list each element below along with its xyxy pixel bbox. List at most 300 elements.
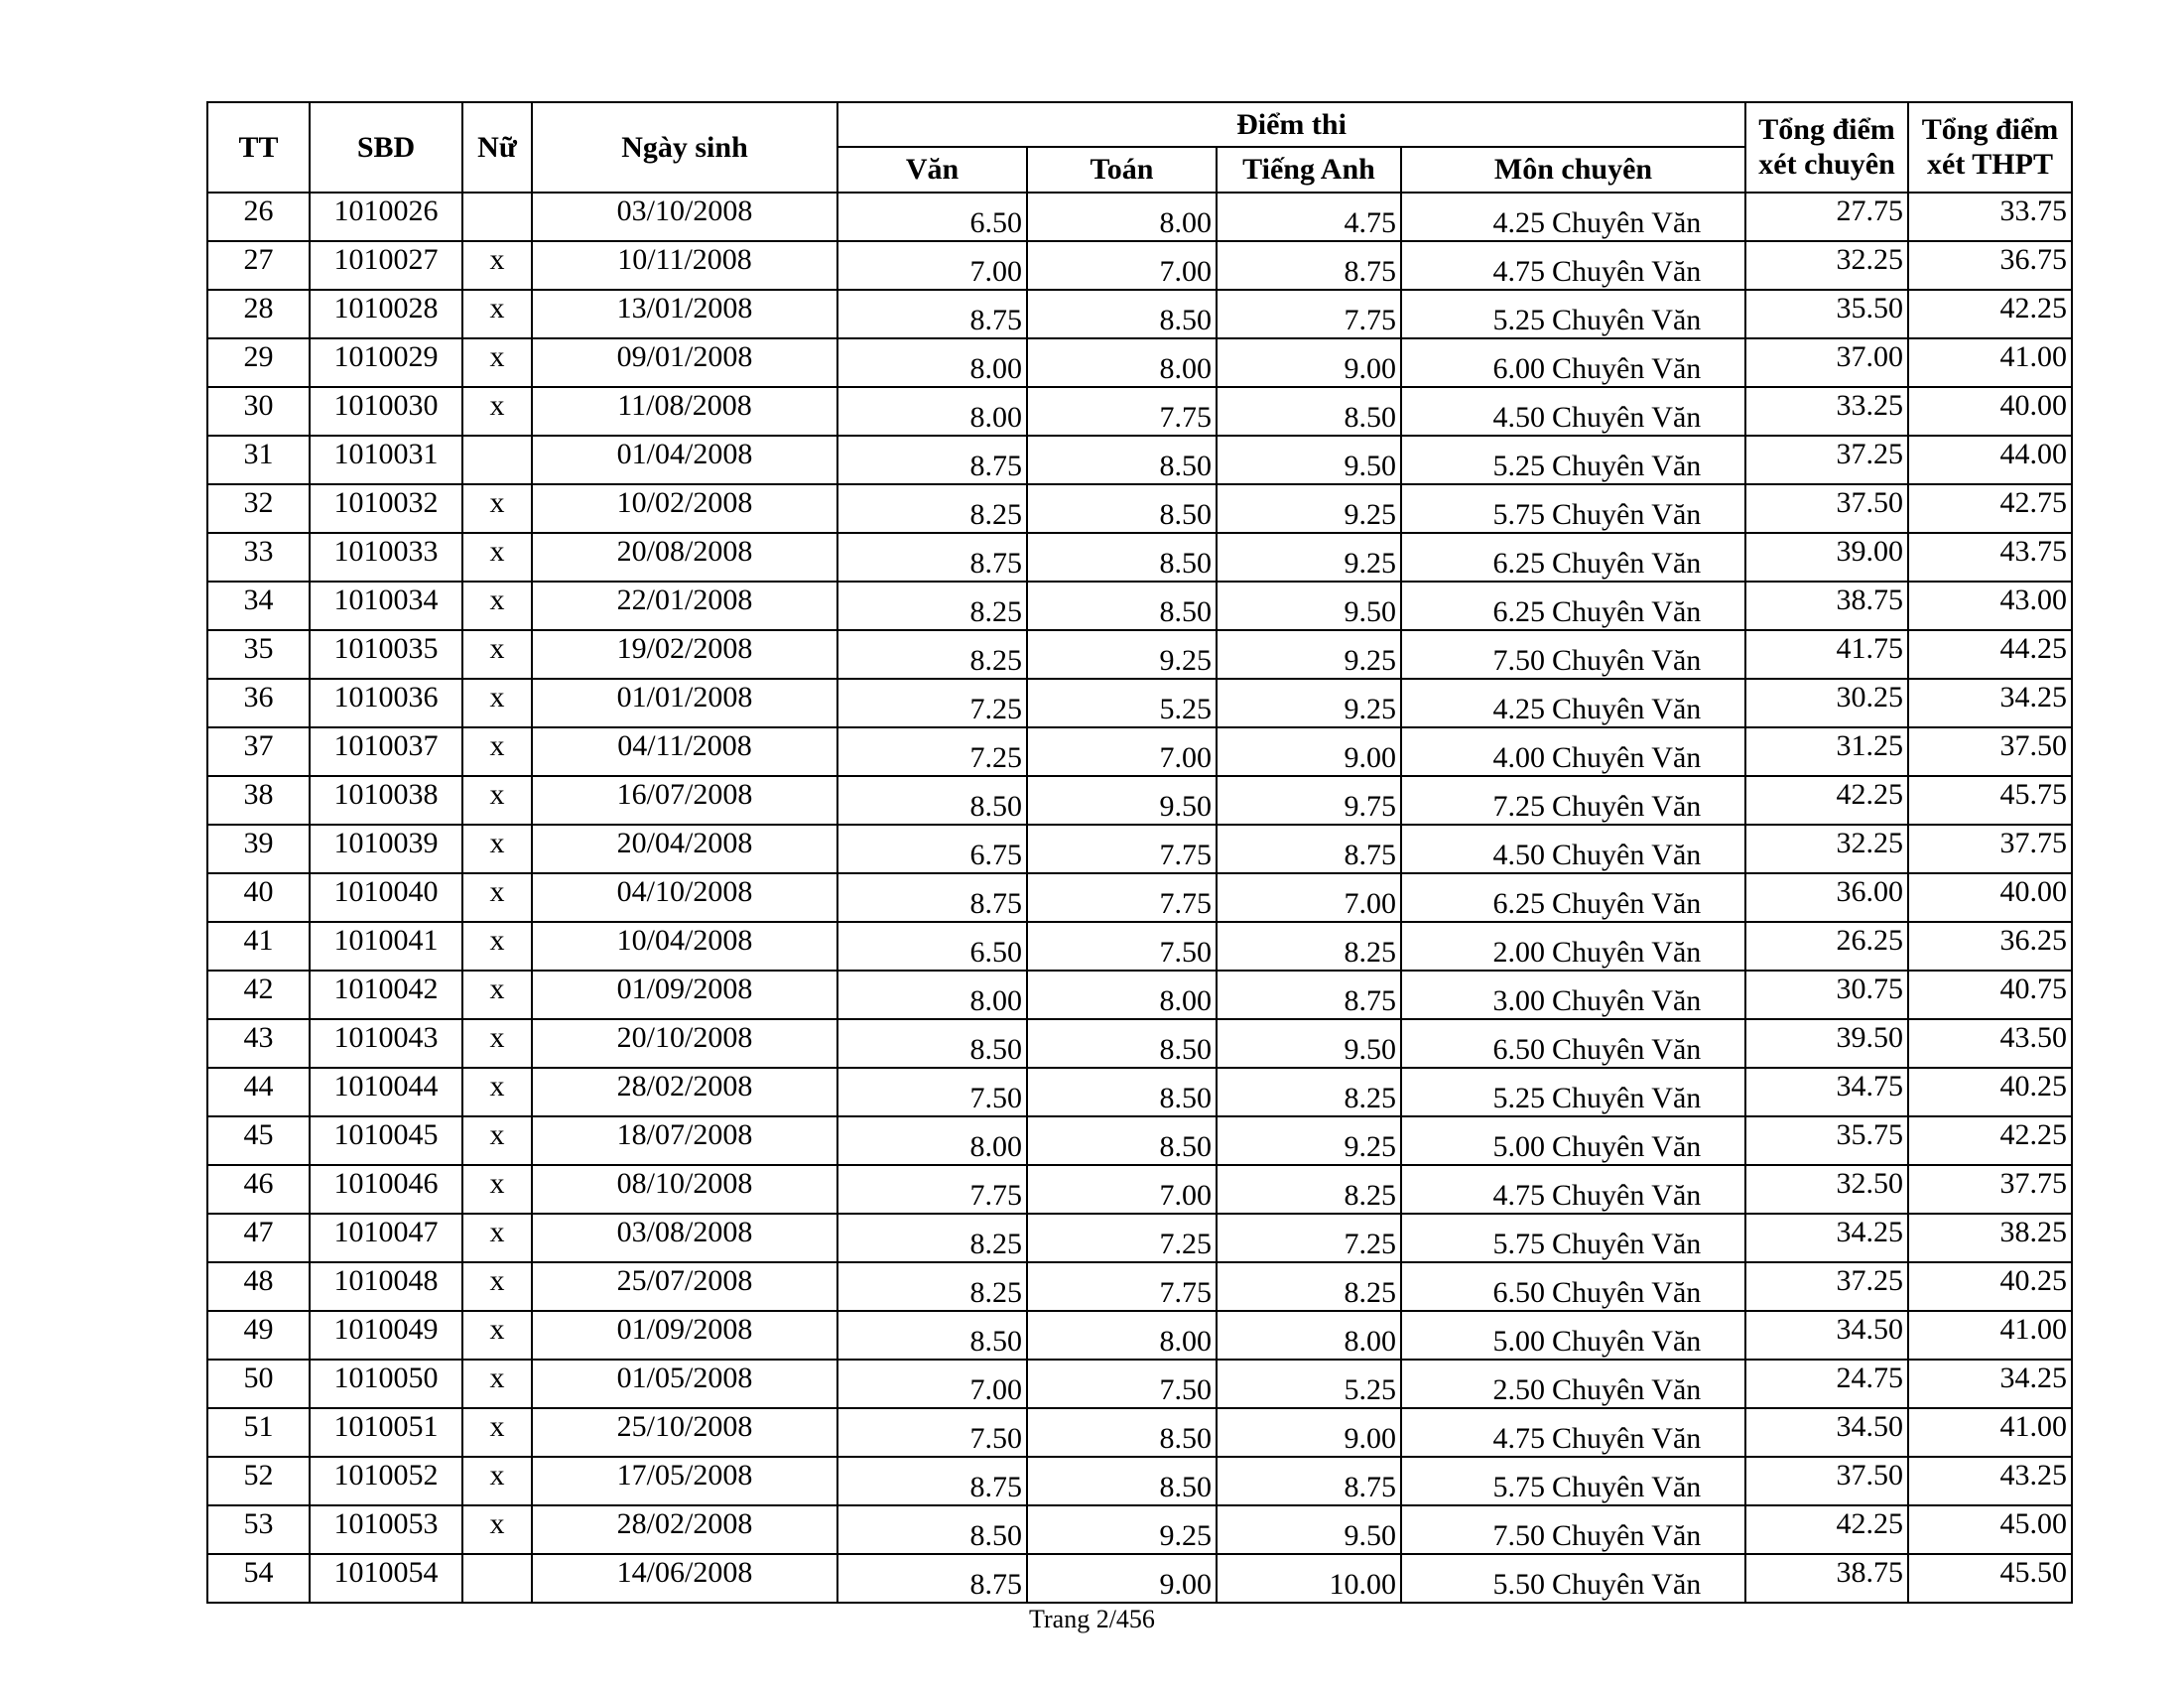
cell-mon-chuyen-score: 5.75 bbox=[1401, 484, 1549, 533]
cell-ngay-sinh: 20/10/2008 bbox=[532, 1019, 837, 1068]
cell-tong-thpt: 45.75 bbox=[1908, 776, 2072, 825]
cell-toan: 7.50 bbox=[1027, 922, 1217, 971]
table-row bbox=[207, 825, 2072, 873]
cell-tong-thpt: 42.25 bbox=[1908, 1116, 2072, 1165]
cell-tong-thpt: 41.00 bbox=[1908, 1311, 2072, 1360]
cell-van: 7.00 bbox=[837, 241, 1027, 290]
cell-tong-chuyen: 42.25 bbox=[1745, 776, 1908, 825]
header-sbd: SBD bbox=[310, 102, 462, 193]
cell-mon-chuyen-score: 5.75 bbox=[1401, 1457, 1549, 1505]
cell-mon-chuyen-score: 6.25 bbox=[1401, 533, 1549, 582]
cell-ngay-sinh: 09/01/2008 bbox=[532, 338, 837, 387]
cell-ngay-sinh: 28/02/2008 bbox=[532, 1068, 837, 1116]
table-row bbox=[207, 1457, 2072, 1505]
cell-sbd: 1010053 bbox=[310, 1505, 462, 1554]
cell-tieng-anh: 9.00 bbox=[1217, 338, 1401, 387]
cell-nu: x bbox=[462, 1019, 532, 1068]
cell-mon-chuyen-score: 4.50 bbox=[1401, 387, 1549, 436]
cell-tong-chuyen: 33.25 bbox=[1745, 387, 1908, 436]
cell-nu: x bbox=[462, 1165, 532, 1214]
cell-mon-chuyen-name: Chuyên Văn bbox=[1549, 1311, 1745, 1360]
cell-tieng-anh: 9.25 bbox=[1217, 1116, 1401, 1165]
cell-tong-chuyen: 34.75 bbox=[1745, 1068, 1908, 1116]
cell-toan: 7.50 bbox=[1027, 1360, 1217, 1408]
cell-tong-thpt: 40.25 bbox=[1908, 1262, 2072, 1311]
cell-ngay-sinh: 22/01/2008 bbox=[532, 582, 837, 630]
cell-tt: 27 bbox=[207, 241, 310, 290]
cell-tong-chuyen: 38.75 bbox=[1745, 582, 1908, 630]
cell-mon-chuyen-name: Chuyên Văn bbox=[1549, 971, 1745, 1019]
cell-tong-chuyen: 39.50 bbox=[1745, 1019, 1908, 1068]
cell-van: 8.25 bbox=[837, 1214, 1027, 1262]
cell-tt: 26 bbox=[207, 193, 310, 241]
cell-ngay-sinh: 01/09/2008 bbox=[532, 971, 837, 1019]
cell-sbd: 1010035 bbox=[310, 630, 462, 679]
cell-toan: 8.00 bbox=[1027, 971, 1217, 1019]
cell-mon-chuyen-name: Chuyên Văn bbox=[1549, 1554, 1745, 1603]
table-row bbox=[207, 582, 2072, 630]
cell-toan: 9.50 bbox=[1027, 776, 1217, 825]
cell-tieng-anh: 4.75 bbox=[1217, 193, 1401, 241]
cell-sbd: 1010045 bbox=[310, 1116, 462, 1165]
table-row bbox=[207, 727, 2072, 776]
cell-mon-chuyen-name: Chuyên Văn bbox=[1549, 533, 1745, 582]
header-tong-diem-xet-thpt: Tổng điểm xét THPT bbox=[1908, 102, 2072, 193]
cell-tt: 39 bbox=[207, 825, 310, 873]
cell-tong-chuyen: 34.50 bbox=[1745, 1408, 1908, 1457]
cell-tieng-anh: 8.75 bbox=[1217, 1457, 1401, 1505]
cell-tt: 33 bbox=[207, 533, 310, 582]
cell-tong-chuyen: 34.50 bbox=[1745, 1311, 1908, 1360]
cell-sbd: 1010041 bbox=[310, 922, 462, 971]
cell-mon-chuyen-score: 2.00 bbox=[1401, 922, 1549, 971]
cell-tong-chuyen: 36.00 bbox=[1745, 873, 1908, 922]
cell-nu: x bbox=[462, 679, 532, 727]
table-row bbox=[207, 1554, 2072, 1603]
cell-toan: 7.75 bbox=[1027, 387, 1217, 436]
cell-tong-thpt: 40.25 bbox=[1908, 1068, 2072, 1116]
cell-mon-chuyen-name: Chuyên Văn bbox=[1549, 1019, 1745, 1068]
table-row bbox=[207, 679, 2072, 727]
cell-sbd: 1010042 bbox=[310, 971, 462, 1019]
cell-toan: 8.50 bbox=[1027, 436, 1217, 484]
table-row bbox=[207, 533, 2072, 582]
cell-ngay-sinh: 16/07/2008 bbox=[532, 776, 837, 825]
cell-ngay-sinh: 10/04/2008 bbox=[532, 922, 837, 971]
cell-tt: 30 bbox=[207, 387, 310, 436]
cell-van: 6.50 bbox=[837, 922, 1027, 971]
cell-nu: x bbox=[462, 1457, 532, 1505]
cell-tieng-anh: 9.50 bbox=[1217, 1019, 1401, 1068]
cell-toan: 8.50 bbox=[1027, 582, 1217, 630]
cell-mon-chuyen-score: 4.75 bbox=[1401, 1165, 1549, 1214]
table-row bbox=[207, 1214, 2072, 1262]
cell-mon-chuyen-name: Chuyên Văn bbox=[1549, 484, 1745, 533]
cell-sbd: 1010040 bbox=[310, 873, 462, 922]
cell-mon-chuyen-score: 5.25 bbox=[1401, 290, 1549, 338]
cell-ngay-sinh: 13/01/2008 bbox=[532, 290, 837, 338]
cell-van: 8.25 bbox=[837, 630, 1027, 679]
table-row bbox=[207, 387, 2072, 436]
cell-nu: x bbox=[462, 582, 532, 630]
cell-mon-chuyen-score: 4.75 bbox=[1401, 1408, 1549, 1457]
cell-sbd: 1010046 bbox=[310, 1165, 462, 1214]
cell-tong-thpt: 40.75 bbox=[1908, 971, 2072, 1019]
cell-nu bbox=[462, 436, 532, 484]
cell-mon-chuyen-name: Chuyên Văn bbox=[1549, 241, 1745, 290]
cell-tt: 42 bbox=[207, 971, 310, 1019]
cell-tieng-anh: 8.75 bbox=[1217, 971, 1401, 1019]
cell-toan: 8.00 bbox=[1027, 193, 1217, 241]
table-row bbox=[207, 873, 2072, 922]
cell-tieng-anh: 8.00 bbox=[1217, 1311, 1401, 1360]
table-body bbox=[207, 193, 2072, 1603]
cell-nu: x bbox=[462, 1116, 532, 1165]
table-row bbox=[207, 290, 2072, 338]
table-row bbox=[207, 1116, 2072, 1165]
cell-van: 7.25 bbox=[837, 727, 1027, 776]
cell-sbd: 1010052 bbox=[310, 1457, 462, 1505]
cell-sbd: 1010027 bbox=[310, 241, 462, 290]
cell-tong-thpt: 37.75 bbox=[1908, 1165, 2072, 1214]
cell-mon-chuyen-score: 5.25 bbox=[1401, 436, 1549, 484]
cell-tong-thpt: 34.25 bbox=[1908, 679, 2072, 727]
cell-ngay-sinh: 11/08/2008 bbox=[532, 387, 837, 436]
cell-nu: x bbox=[462, 533, 532, 582]
cell-sbd: 1010037 bbox=[310, 727, 462, 776]
cell-tong-thpt: 44.00 bbox=[1908, 436, 2072, 484]
cell-mon-chuyen-name: Chuyên Văn bbox=[1549, 679, 1745, 727]
cell-van: 8.50 bbox=[837, 1505, 1027, 1554]
cell-mon-chuyen-score: 4.50 bbox=[1401, 825, 1549, 873]
cell-van: 8.75 bbox=[837, 436, 1027, 484]
cell-sbd: 1010039 bbox=[310, 825, 462, 873]
cell-tong-thpt: 44.25 bbox=[1908, 630, 2072, 679]
cell-ngay-sinh: 08/10/2008 bbox=[532, 1165, 837, 1214]
cell-tt: 43 bbox=[207, 1019, 310, 1068]
cell-toan: 9.25 bbox=[1027, 630, 1217, 679]
cell-van: 8.75 bbox=[837, 873, 1027, 922]
cell-sbd: 1010028 bbox=[310, 290, 462, 338]
cell-sbd: 1010048 bbox=[310, 1262, 462, 1311]
cell-tong-chuyen: 37.00 bbox=[1745, 338, 1908, 387]
table-row bbox=[207, 1311, 2072, 1360]
cell-van: 7.25 bbox=[837, 679, 1027, 727]
table-row bbox=[207, 1262, 2072, 1311]
cell-van: 8.00 bbox=[837, 1116, 1027, 1165]
cell-mon-chuyen-name: Chuyên Văn bbox=[1549, 338, 1745, 387]
cell-van: 8.50 bbox=[837, 1019, 1027, 1068]
cell-ngay-sinh: 03/10/2008 bbox=[532, 193, 837, 241]
table-row bbox=[207, 193, 2072, 241]
cell-van: 6.50 bbox=[837, 193, 1027, 241]
cell-mon-chuyen-name: Chuyên Văn bbox=[1549, 922, 1745, 971]
cell-tieng-anh: 7.75 bbox=[1217, 290, 1401, 338]
cell-nu: x bbox=[462, 630, 532, 679]
cell-mon-chuyen-score: 6.50 bbox=[1401, 1019, 1549, 1068]
cell-tong-thpt: 42.75 bbox=[1908, 484, 2072, 533]
table-row bbox=[207, 1068, 2072, 1116]
cell-nu: x bbox=[462, 1262, 532, 1311]
cell-tong-thpt: 37.50 bbox=[1908, 727, 2072, 776]
cell-toan: 7.75 bbox=[1027, 873, 1217, 922]
cell-ngay-sinh: 10/02/2008 bbox=[532, 484, 837, 533]
cell-van: 8.75 bbox=[837, 1457, 1027, 1505]
cell-tong-thpt: 45.50 bbox=[1908, 1554, 2072, 1603]
cell-ngay-sinh: 01/05/2008 bbox=[532, 1360, 837, 1408]
cell-tt: 41 bbox=[207, 922, 310, 971]
cell-tt: 47 bbox=[207, 1214, 310, 1262]
cell-tieng-anh: 9.50 bbox=[1217, 1505, 1401, 1554]
cell-mon-chuyen-name: Chuyên Văn bbox=[1549, 1408, 1745, 1457]
cell-tong-thpt: 33.75 bbox=[1908, 193, 2072, 241]
cell-sbd: 1010044 bbox=[310, 1068, 462, 1116]
table-row bbox=[207, 1505, 2072, 1554]
cell-mon-chuyen-name: Chuyên Văn bbox=[1549, 1457, 1745, 1505]
cell-tong-chuyen: 41.75 bbox=[1745, 630, 1908, 679]
cell-mon-chuyen-score: 4.25 bbox=[1401, 679, 1549, 727]
cell-ngay-sinh: 28/02/2008 bbox=[532, 1505, 837, 1554]
cell-tt: 49 bbox=[207, 1311, 310, 1360]
cell-van: 8.00 bbox=[837, 387, 1027, 436]
cell-tong-thpt: 41.00 bbox=[1908, 338, 2072, 387]
cell-ngay-sinh: 04/10/2008 bbox=[532, 873, 837, 922]
table-row bbox=[207, 436, 2072, 484]
cell-tong-thpt: 43.25 bbox=[1908, 1457, 2072, 1505]
cell-tong-thpt: 36.75 bbox=[1908, 241, 2072, 290]
table-row bbox=[207, 484, 2072, 533]
cell-nu: x bbox=[462, 1505, 532, 1554]
cell-mon-chuyen-score: 6.00 bbox=[1401, 338, 1549, 387]
cell-sbd: 1010043 bbox=[310, 1019, 462, 1068]
cell-tieng-anh: 8.25 bbox=[1217, 1068, 1401, 1116]
cell-nu: x bbox=[462, 290, 532, 338]
cell-ngay-sinh: 01/01/2008 bbox=[532, 679, 837, 727]
cell-tieng-anh: 8.25 bbox=[1217, 1262, 1401, 1311]
cell-tong-thpt: 43.50 bbox=[1908, 1019, 2072, 1068]
header-toan: Toán bbox=[1027, 147, 1217, 193]
cell-tong-chuyen: 35.50 bbox=[1745, 290, 1908, 338]
cell-tong-thpt: 38.25 bbox=[1908, 1214, 2072, 1262]
cell-mon-chuyen-score: 5.50 bbox=[1401, 1554, 1549, 1603]
cell-tong-chuyen: 32.50 bbox=[1745, 1165, 1908, 1214]
cell-nu: x bbox=[462, 825, 532, 873]
cell-mon-chuyen-name: Chuyên Văn bbox=[1549, 1068, 1745, 1116]
cell-toan: 7.00 bbox=[1027, 1165, 1217, 1214]
cell-mon-chuyen-name: Chuyên Văn bbox=[1549, 873, 1745, 922]
cell-mon-chuyen-score: 4.00 bbox=[1401, 727, 1549, 776]
cell-ngay-sinh: 03/08/2008 bbox=[532, 1214, 837, 1262]
cell-sbd: 1010029 bbox=[310, 338, 462, 387]
cell-tt: 29 bbox=[207, 338, 310, 387]
cell-mon-chuyen-name: Chuyên Văn bbox=[1549, 1360, 1745, 1408]
cell-tt: 37 bbox=[207, 727, 310, 776]
page-number: Trang 2/456 bbox=[1029, 1605, 1155, 1633]
cell-mon-chuyen-score: 7.25 bbox=[1401, 776, 1549, 825]
cell-toan: 7.75 bbox=[1027, 825, 1217, 873]
cell-tt: 53 bbox=[207, 1505, 310, 1554]
cell-mon-chuyen-score: 7.50 bbox=[1401, 630, 1549, 679]
cell-sbd: 1010054 bbox=[310, 1554, 462, 1603]
cell-toan: 8.50 bbox=[1027, 1019, 1217, 1068]
cell-mon-chuyen-score: 5.00 bbox=[1401, 1311, 1549, 1360]
cell-ngay-sinh: 18/07/2008 bbox=[532, 1116, 837, 1165]
cell-tong-thpt: 34.25 bbox=[1908, 1360, 2072, 1408]
table-row bbox=[207, 1165, 2072, 1214]
cell-van: 6.75 bbox=[837, 825, 1027, 873]
cell-tt: 45 bbox=[207, 1116, 310, 1165]
cell-mon-chuyen-name: Chuyên Văn bbox=[1549, 727, 1745, 776]
cell-tieng-anh: 8.75 bbox=[1217, 825, 1401, 873]
cell-mon-chuyen-score: 4.75 bbox=[1401, 241, 1549, 290]
cell-mon-chuyen-score: 5.25 bbox=[1401, 1068, 1549, 1116]
cell-van: 7.50 bbox=[837, 1408, 1027, 1457]
cell-van: 8.75 bbox=[837, 290, 1027, 338]
cell-toan: 8.00 bbox=[1027, 338, 1217, 387]
cell-tong-chuyen: 42.25 bbox=[1745, 1505, 1908, 1554]
cell-toan: 8.50 bbox=[1027, 1457, 1217, 1505]
cell-mon-chuyen-name: Chuyên Văn bbox=[1549, 1165, 1745, 1214]
cell-van: 8.75 bbox=[837, 1554, 1027, 1603]
cell-van: 8.50 bbox=[837, 776, 1027, 825]
cell-toan: 8.00 bbox=[1027, 1311, 1217, 1360]
cell-van: 7.75 bbox=[837, 1165, 1027, 1214]
cell-mon-chuyen-name: Chuyên Văn bbox=[1549, 1262, 1745, 1311]
cell-tong-chuyen: 24.75 bbox=[1745, 1360, 1908, 1408]
cell-mon-chuyen-name: Chuyên Văn bbox=[1549, 436, 1745, 484]
cell-mon-chuyen-name: Chuyên Văn bbox=[1549, 1505, 1745, 1554]
cell-van: 7.50 bbox=[837, 1068, 1027, 1116]
cell-nu: x bbox=[462, 484, 532, 533]
cell-ngay-sinh: 20/04/2008 bbox=[532, 825, 837, 873]
cell-tieng-anh: 9.25 bbox=[1217, 484, 1401, 533]
cell-nu: x bbox=[462, 1360, 532, 1408]
cell-nu: x bbox=[462, 922, 532, 971]
cell-sbd: 1010026 bbox=[310, 193, 462, 241]
cell-sbd: 1010038 bbox=[310, 776, 462, 825]
table-header bbox=[207, 102, 2072, 193]
cell-tieng-anh: 10.00 bbox=[1217, 1554, 1401, 1603]
cell-tong-chuyen: 37.50 bbox=[1745, 1457, 1908, 1505]
cell-nu: x bbox=[462, 1408, 532, 1457]
header-mon-chuyen: Môn chuyên bbox=[1401, 147, 1745, 193]
cell-ngay-sinh: 25/10/2008 bbox=[532, 1408, 837, 1457]
cell-tieng-anh: 8.25 bbox=[1217, 1165, 1401, 1214]
cell-tt: 50 bbox=[207, 1360, 310, 1408]
cell-tt: 44 bbox=[207, 1068, 310, 1116]
table-row bbox=[207, 338, 2072, 387]
cell-mon-chuyen-name: Chuyên Văn bbox=[1549, 825, 1745, 873]
cell-tt: 28 bbox=[207, 290, 310, 338]
cell-tong-thpt: 43.75 bbox=[1908, 533, 2072, 582]
cell-tt: 52 bbox=[207, 1457, 310, 1505]
cell-mon-chuyen-score: 6.25 bbox=[1401, 873, 1549, 922]
cell-tieng-anh: 9.75 bbox=[1217, 776, 1401, 825]
cell-tong-chuyen: 32.25 bbox=[1745, 241, 1908, 290]
cell-toan: 8.50 bbox=[1027, 1408, 1217, 1457]
exam-results-table bbox=[206, 101, 2073, 1604]
cell-tieng-anh: 9.25 bbox=[1217, 630, 1401, 679]
header-van: Văn bbox=[837, 147, 1027, 193]
cell-tong-thpt: 45.00 bbox=[1908, 1505, 2072, 1554]
cell-tt: 31 bbox=[207, 436, 310, 484]
cell-toan: 9.25 bbox=[1027, 1505, 1217, 1554]
cell-tong-chuyen: 39.00 bbox=[1745, 533, 1908, 582]
cell-sbd: 1010036 bbox=[310, 679, 462, 727]
cell-nu: x bbox=[462, 1214, 532, 1262]
cell-tong-thpt: 36.25 bbox=[1908, 922, 2072, 971]
cell-tong-chuyen: 34.25 bbox=[1745, 1214, 1908, 1262]
cell-nu: x bbox=[462, 1311, 532, 1360]
cell-van: 8.25 bbox=[837, 484, 1027, 533]
cell-van: 8.00 bbox=[837, 971, 1027, 1019]
cell-nu: x bbox=[462, 776, 532, 825]
cell-sbd: 1010051 bbox=[310, 1408, 462, 1457]
cell-toan: 5.25 bbox=[1027, 679, 1217, 727]
cell-sbd: 1010050 bbox=[310, 1360, 462, 1408]
cell-ngay-sinh: 17/05/2008 bbox=[532, 1457, 837, 1505]
cell-toan: 7.25 bbox=[1027, 1214, 1217, 1262]
cell-nu bbox=[462, 193, 532, 241]
header-diem-thi: Điểm thi bbox=[837, 102, 1745, 147]
cell-tieng-anh: 9.50 bbox=[1217, 436, 1401, 484]
cell-tong-thpt: 40.00 bbox=[1908, 387, 2072, 436]
cell-tong-thpt: 42.25 bbox=[1908, 290, 2072, 338]
cell-mon-chuyen-name: Chuyên Văn bbox=[1549, 582, 1745, 630]
cell-mon-chuyen-score: 6.50 bbox=[1401, 1262, 1549, 1311]
cell-tt: 36 bbox=[207, 679, 310, 727]
cell-toan: 8.50 bbox=[1027, 1116, 1217, 1165]
cell-toan: 9.00 bbox=[1027, 1554, 1217, 1603]
cell-mon-chuyen-name: Chuyên Văn bbox=[1549, 776, 1745, 825]
cell-tieng-anh: 9.25 bbox=[1217, 679, 1401, 727]
table-row bbox=[207, 1360, 2072, 1408]
cell-mon-chuyen-score: 6.25 bbox=[1401, 582, 1549, 630]
cell-mon-chuyen-name: Chuyên Văn bbox=[1549, 1116, 1745, 1165]
cell-ngay-sinh: 19/02/2008 bbox=[532, 630, 837, 679]
cell-tong-chuyen: 31.25 bbox=[1745, 727, 1908, 776]
cell-tong-chuyen: 35.75 bbox=[1745, 1116, 1908, 1165]
cell-tong-thpt: 43.00 bbox=[1908, 582, 2072, 630]
cell-mon-chuyen-name: Chuyên Văn bbox=[1549, 193, 1745, 241]
cell-toan: 8.50 bbox=[1027, 484, 1217, 533]
cell-sbd: 1010031 bbox=[310, 436, 462, 484]
cell-tong-chuyen: 37.25 bbox=[1745, 436, 1908, 484]
cell-tt: 32 bbox=[207, 484, 310, 533]
cell-tt: 48 bbox=[207, 1262, 310, 1311]
cell-ngay-sinh: 25/07/2008 bbox=[532, 1262, 837, 1311]
cell-van: 7.00 bbox=[837, 1360, 1027, 1408]
cell-tong-chuyen: 38.75 bbox=[1745, 1554, 1908, 1603]
cell-nu: x bbox=[462, 873, 532, 922]
cell-mon-chuyen-name: Chuyên Văn bbox=[1549, 387, 1745, 436]
cell-mon-chuyen-name: Chuyên Văn bbox=[1549, 1214, 1745, 1262]
cell-mon-chuyen-name: Chuyên Văn bbox=[1549, 630, 1745, 679]
header-ngay-sinh: Ngày sinh bbox=[532, 102, 837, 193]
cell-nu: x bbox=[462, 1068, 532, 1116]
table-row bbox=[207, 922, 2072, 971]
cell-ngay-sinh: 01/04/2008 bbox=[532, 436, 837, 484]
cell-tt: 54 bbox=[207, 1554, 310, 1603]
cell-tieng-anh: 9.00 bbox=[1217, 1408, 1401, 1457]
cell-tong-chuyen: 37.25 bbox=[1745, 1262, 1908, 1311]
cell-van: 8.25 bbox=[837, 1262, 1027, 1311]
cell-toan: 8.50 bbox=[1027, 290, 1217, 338]
header-tieng-anh: Tiếng Anh bbox=[1217, 147, 1401, 193]
cell-tieng-anh: 9.00 bbox=[1217, 727, 1401, 776]
cell-tt: 35 bbox=[207, 630, 310, 679]
cell-ngay-sinh: 20/08/2008 bbox=[532, 533, 837, 582]
